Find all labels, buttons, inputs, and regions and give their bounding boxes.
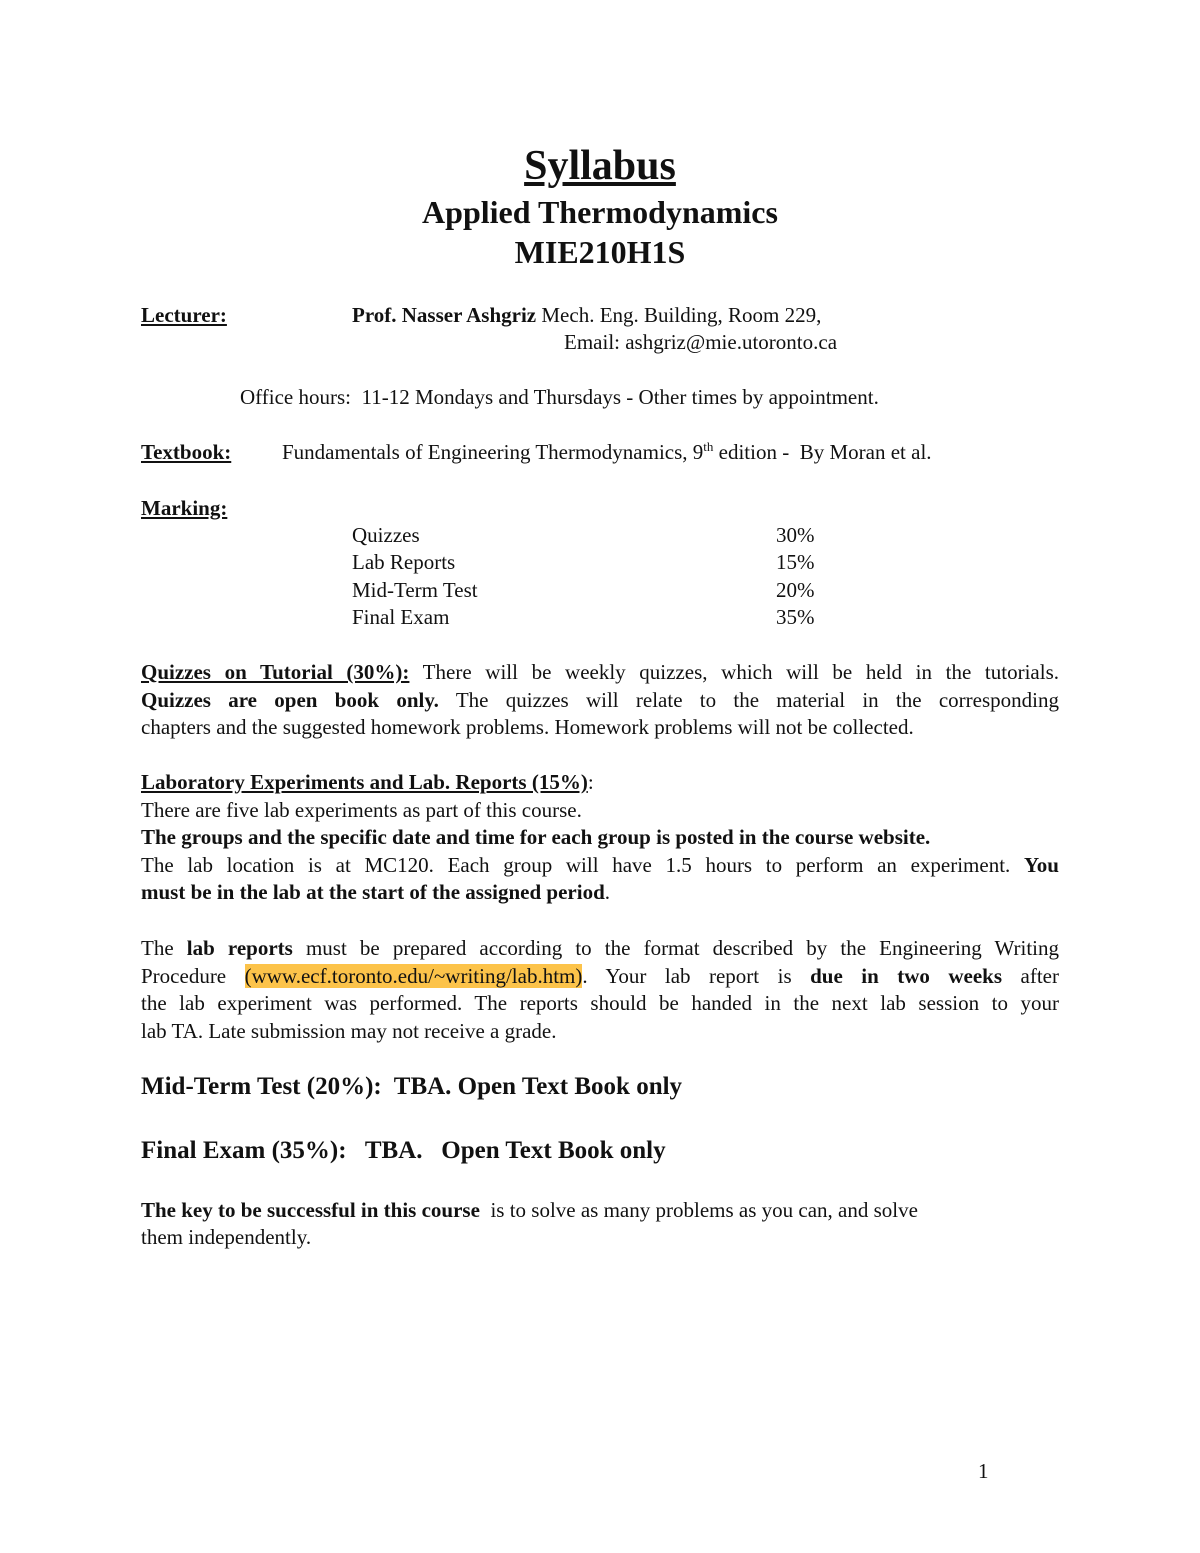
lab-line: Laboratory Experiments and Lab. Reports (15%): xyxy=(141,770,594,794)
quizzes-line: chapters and the suggested homework problems. Homework problems will not be collected. xyxy=(141,715,914,739)
marking-item-name: Mid-Term Test xyxy=(352,578,478,602)
final-heading: Final Exam (35%): TBA. Open Text Book only xyxy=(141,1137,666,1164)
textbook-edition-sup: th xyxy=(703,439,714,454)
reports-line: The lab reports must be prepared according to the format described by the Engineering Writing xyxy=(141,936,1059,960)
marking-item-name: Lab Reports xyxy=(352,550,456,574)
marking-item-percent: 35% xyxy=(776,605,815,629)
textbook-title: Fundamentals of Engineering Thermodynamics, 9 xyxy=(282,440,704,464)
quizzes-line: Quizzes on Tutorial (30%): There will be weekly quizzes, which will be held in the tutorials. xyxy=(141,660,1059,684)
textbook-text xyxy=(282,439,932,467)
lab-line: The lab location is at MC120. Each group will have 1.5 hours to perform an experiment. You xyxy=(141,852,1059,877)
course-code: MIE210H1S xyxy=(514,234,686,270)
textbook-author: edition - By Moran et al. xyxy=(713,440,932,464)
lab-line: must be in the lab at the start of the assigned period. xyxy=(141,880,611,904)
page-number: 1 xyxy=(978,1459,989,1483)
quizzes-line: Quizzes are open book only. The quizzes will relate to the material in the corresponding xyxy=(141,687,1059,712)
lab-format-link[interactable]: (www.ecf.toronto.edu/~writing/lab.htm) xyxy=(244,963,583,988)
marking-item-percent: 15% xyxy=(776,550,815,574)
course-name: Applied Thermodynamics xyxy=(422,194,778,230)
marking-item-percent: 20% xyxy=(776,578,815,602)
reports-line: Procedure (www.ecf.toronto.edu/~writing/lab.htm). Your lab report is due in two weeks after xyxy=(141,963,1059,988)
key-line-2: them independently. xyxy=(141,1225,312,1249)
lab-label: Laboratory Experiments and Lab. Reports (15%) xyxy=(141,770,588,794)
marking-item-name: Final Exam xyxy=(352,605,450,629)
marking-item-name: Quizzes xyxy=(352,523,420,547)
reports-section xyxy=(141,935,1059,1045)
marking-label: Marking: xyxy=(141,496,228,520)
lecturer-info xyxy=(352,302,821,330)
lab-line: There are five lab experiments as part of this course. xyxy=(141,797,582,822)
lab-line: The groups and the specific date and time for each group is posted in the course website. xyxy=(141,825,931,849)
reports-line: lab TA. Late submission may not receive a grade. xyxy=(141,1018,557,1043)
document-title: Syllabus xyxy=(524,143,676,189)
lecturer-office: Mech. Eng. Building, Room 229, xyxy=(541,303,822,327)
lecturer-name: Prof. Nasser Ashgriz xyxy=(352,303,537,327)
key-line: The key to be successful in this course is to solve as many problems as you can, and solve xyxy=(141,1198,918,1222)
reports-line: the lab experiment was performed. The reports should be handed in the next lab session to your xyxy=(141,991,1059,1015)
quizzes-label: Quizzes on Tutorial (30%): xyxy=(141,660,410,684)
lecturer-email: Email: ashgriz@mie.utoronto.ca xyxy=(564,330,838,354)
textbook-label: Textbook: xyxy=(141,440,232,464)
marking-item-percent: 30% xyxy=(776,523,815,547)
office-hours: Office hours: 11-12 Mondays and Thursdays - Other times by appointment. xyxy=(240,385,879,409)
midterm-heading: Mid-Term Test (20%): TBA. Open Text Book only xyxy=(141,1073,683,1100)
lab-section xyxy=(141,769,1059,907)
key-bold: The key to be successful in this course xyxy=(141,1198,480,1222)
lecturer-label: Lecturer: xyxy=(141,303,227,327)
quizzes-section xyxy=(141,659,1059,742)
